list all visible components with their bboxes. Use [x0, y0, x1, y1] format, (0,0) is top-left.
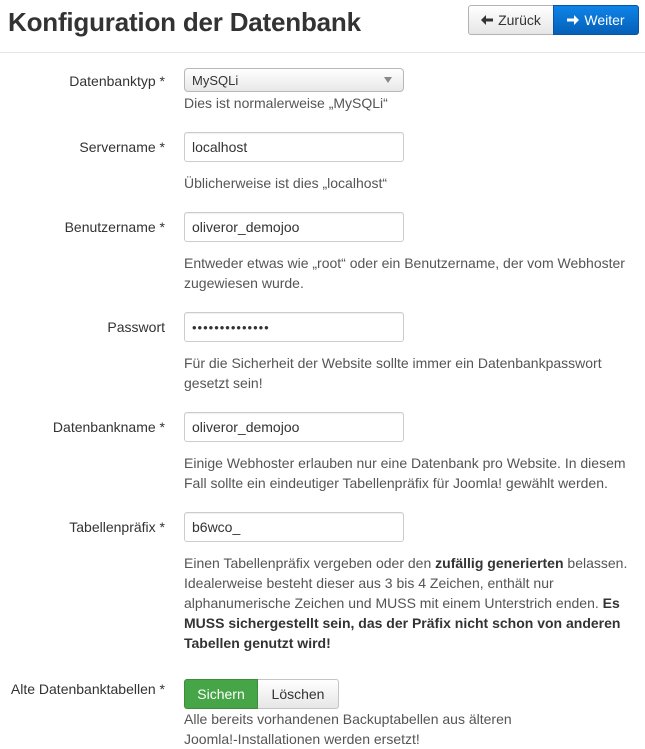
server-help: Üblicherweise ist dies „localhost“: [184, 175, 388, 191]
user-value: oliveror_demojoo: [192, 219, 300, 235]
server-value: localhost: [192, 139, 248, 155]
back-button[interactable]: [468, 5, 554, 35]
db-name-help: Einige Webhoster erlauben nur eine Datenbank pro Website. In diesem Fall sollte ein eindeutiger Tabellenpräfix für Joomla! gewählt werden.: [184, 455, 626, 491]
option-keep-button[interactable]: Sichern: [184, 679, 258, 709]
old-tables-toggle: [184, 679, 339, 709]
user-label: Benutzername *: [64, 219, 165, 235]
prefix-help: [184, 553, 640, 653]
prefix-value: b6wco_: [192, 519, 241, 535]
db-name-value: oliveror_demojoo: [192, 419, 300, 435]
next-button[interactable]: [553, 5, 639, 35]
prefix-help-bold-1: zufällig generierten: [435, 555, 564, 571]
prefix-help-text-2: belassen. Idealerweise besteht dieser aus 3 bis 4 Zeichen, enthält nur alphanumerische Zeichen und MUSS mit einem Unterstrich enden.: [184, 555, 628, 611]
wizard-nav: [468, 5, 639, 35]
prefix-label: Tabellenpräfix *: [69, 519, 165, 535]
password-input[interactable]: [184, 312, 404, 342]
password-help: Für die Sicherheit der Website sollte immer ein Datenbankpasswort gesetzt sein!: [184, 355, 602, 391]
password-value: ••••••••••••••: [192, 319, 270, 335]
old-tables-help: Alle bereits vorhandenen Backuptabellen aus älteren Joomla!-Installationen werden ersetzt!: [184, 711, 512, 747]
db-name-label: Datenbankname *: [52, 419, 165, 435]
user-input[interactable]: [184, 212, 404, 242]
db-type-label: Datenbanktyp *: [69, 73, 165, 89]
server-input[interactable]: [184, 132, 404, 162]
db-type-value: MySQLi: [192, 72, 239, 88]
header-divider: [0, 52, 645, 53]
next-button-label: Weiter: [584, 12, 625, 28]
server-label: Servername *: [79, 139, 165, 155]
prefix-input[interactable]: [184, 512, 404, 542]
user-help: Entweder etwas wie „root“ oder ein Benutzername, der vom Webhoster zugewiesen wurde.: [184, 255, 625, 291]
chevron-down-icon: [384, 77, 392, 83]
arrow-left-icon: [481, 15, 493, 25]
old-tables-label: Alte Datenbanktabellen *: [10, 681, 165, 697]
back-button-label: Zurück: [498, 12, 541, 28]
page-title: Konfiguration der Datenbank: [8, 7, 361, 37]
db-type-select[interactable]: [184, 68, 404, 92]
password-label: Passwort: [107, 319, 165, 335]
prefix-help-text-1: Einen Tabellenpräfix vergeben oder den: [184, 555, 436, 571]
option-delete-button[interactable]: Löschen: [258, 679, 339, 709]
db-type-help: Dies ist normalerweise „MySQLi“: [184, 95, 388, 111]
db-name-input[interactable]: [184, 412, 404, 442]
prefix-help-bold-2: Es MUSS sichergestellt sein, das der Präfix nicht schon von anderen Tabellen genutzt wird!: [184, 595, 621, 651]
arrow-right-icon: [567, 15, 579, 25]
